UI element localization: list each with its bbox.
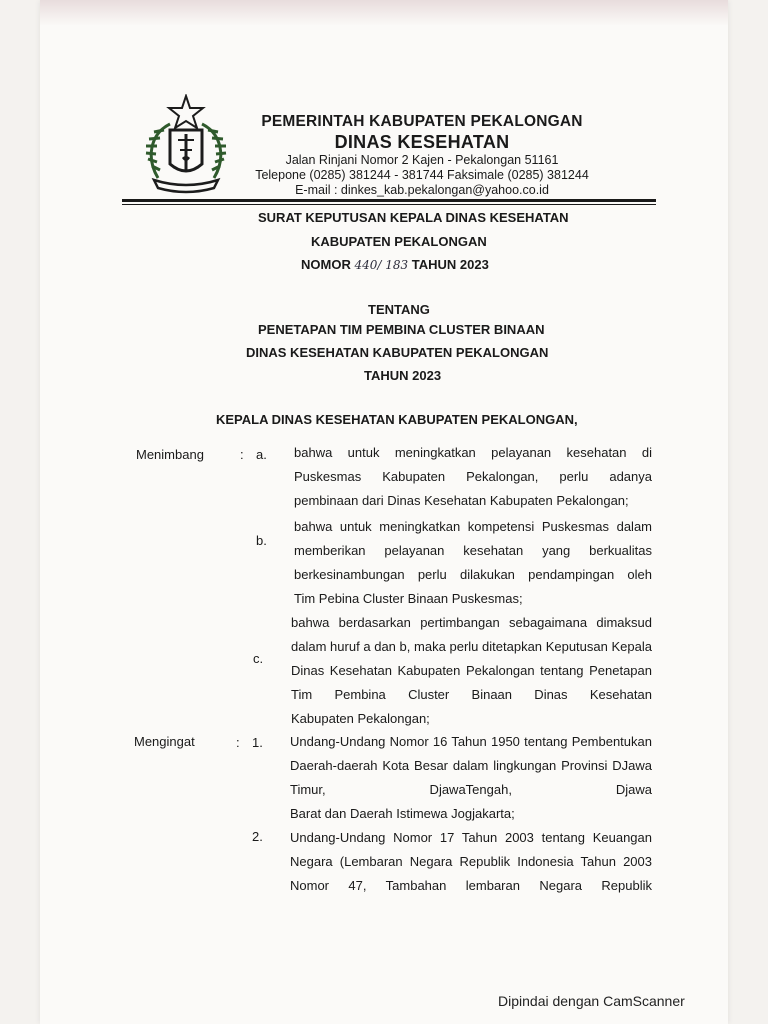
menimbang-colon: : xyxy=(240,447,244,462)
menimbang-item-b xyxy=(294,515,652,611)
text-line: lingkungan Provinsi DJawa Timur, DjawaTengah, Djawa xyxy=(290,758,652,797)
text-line: berkesinambungan perlu dilakukan pendampingan oleh xyxy=(294,567,652,582)
text-line: bahwa untuk meningkatkan pelayanan kesehatan di xyxy=(294,445,652,460)
agency-email: E-mail : dinkes_kab.pekalongan@yahoo.co.id xyxy=(295,183,549,197)
letterhead xyxy=(232,112,612,198)
subject-line3: TAHUN 2023 xyxy=(364,368,442,383)
decree-title-line2: KABUPATEN PEKALONGAN xyxy=(311,234,487,249)
text-line: Penetapan Tim Pembina Cluster Binaan Dinas Kesehatan xyxy=(291,663,652,702)
regency-emblem-icon xyxy=(140,94,232,194)
mengingat-marker-2: 2. xyxy=(252,829,263,844)
text-line: Undang-Undang Nomor 17 Tahun 2003 tentang Keuangan xyxy=(290,830,652,845)
agency-address: Jalan Rinjani Nomor 2 Kajen - Pekalongan 51161 xyxy=(285,153,559,167)
subject-line1: PENETAPAN TIM PEMBINA CLUSTER BINAAN xyxy=(258,322,545,337)
decree-number-prefix: NOMOR xyxy=(301,257,351,272)
text-line: 2003 Nomor 47, Tambahan lembaran Negara Republik xyxy=(290,854,652,893)
issuing-official: KEPALA DINAS KESEHATAN KABUPATEN PEKALONGAN, xyxy=(216,412,578,427)
menimbang-marker-b: b. xyxy=(256,533,267,548)
mengingat-marker-1: 1. xyxy=(252,735,263,750)
text-line: Kepala Dinas Kesehatan Kabupaten Pekalongan tentang xyxy=(291,639,652,678)
text-line: Undang-Undang Nomor 16 Tahun 1950 tentang xyxy=(290,734,568,749)
text-line: Kabupaten Pekalongan; xyxy=(291,711,430,726)
text-line: Barat dan Daerah Istimewa Jogjakarta; xyxy=(290,806,515,821)
text-line: memberikan pelayanan kesehatan yang berkualitas xyxy=(294,543,652,558)
text-line: dalam huruf a dan b, maka perlu ditetapkan Keputusan xyxy=(291,639,608,654)
agency-name: DINAS KESEHATAN xyxy=(334,132,510,152)
menimbang-item-a xyxy=(294,441,652,513)
menimbang-item-c xyxy=(291,611,652,731)
letterhead-rule-thick xyxy=(122,199,656,202)
subject-line2: DINAS KESEHATAN KABUPATEN PEKALONGAN xyxy=(246,345,549,360)
menimbang-marker-a: a. xyxy=(256,447,267,462)
text-line: Tim Pebina Cluster Binaan Puskesmas; xyxy=(294,591,523,606)
mengingat-item-1 xyxy=(290,730,652,826)
scan-edge-shadow xyxy=(40,0,728,26)
tentang-heading: TENTANG xyxy=(368,302,430,317)
decree-number xyxy=(301,257,489,272)
text-line: bahwa untuk meningkatkan kompetensi Puskesmas dalam xyxy=(294,519,652,534)
decree-number-handwritten: 440/ 183 xyxy=(354,258,409,272)
mengingat-item-2 xyxy=(290,826,652,898)
menimbang-marker-c: c. xyxy=(253,651,264,666)
agency-phone: Telepone (0285) 381244 - 381744 Faksimale (0285) 381244 xyxy=(255,168,589,182)
camscanner-watermark: Dipindai dengan CamScanner xyxy=(498,993,685,1009)
text-line: Negara (Lembaran Negara Republik Indonesia Tahun xyxy=(290,854,616,869)
decree-title-line1: SURAT KEPUTUSAN KEPALA DINAS KESEHATAN xyxy=(258,210,569,225)
mengingat-colon: : xyxy=(236,735,240,750)
mengingat-label: Mengingat xyxy=(134,734,195,749)
government-name: PEMERINTAH KABUPATEN PEKALONGAN xyxy=(261,113,583,130)
menimbang-label: Menimbang xyxy=(136,447,204,462)
text-line: Pembentukan Daerah-daerah Kota Besar dalam xyxy=(290,734,652,773)
text-line: pembinaan dari Dinas Kesehatan Kabupaten Pekalongan; xyxy=(294,493,629,508)
text-line: Puskesmas Kabupaten Pekalongan, perlu adanya xyxy=(294,469,652,484)
decree-number-year: TAHUN 2023 xyxy=(411,257,489,272)
text-line: bahwa berdasarkan pertimbangan sebagaimana dimaksud xyxy=(291,615,652,630)
letterhead-rule-thin xyxy=(122,204,656,205)
